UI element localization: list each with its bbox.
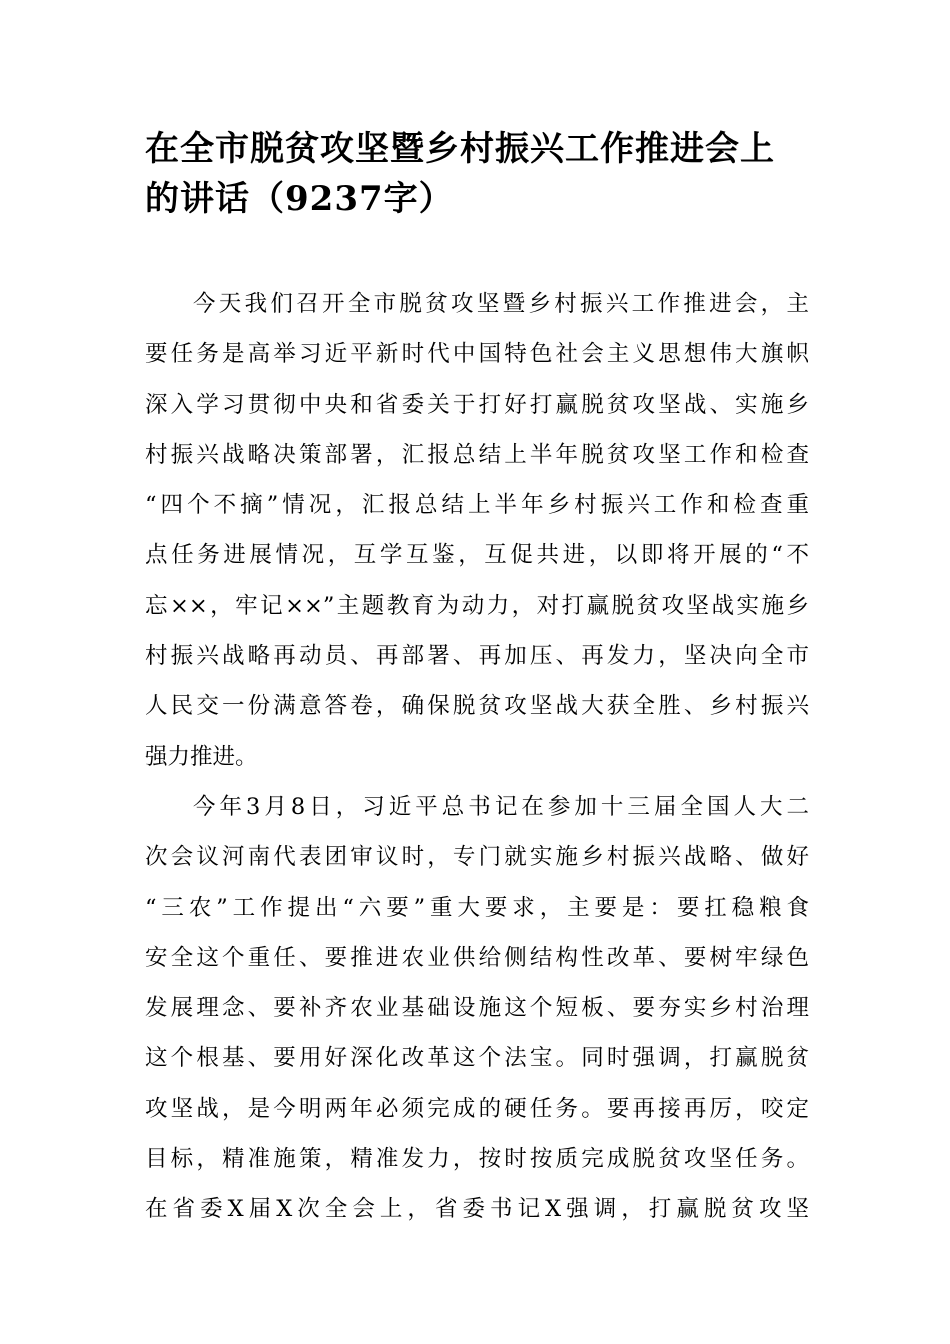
text-line: 村振兴战略决策部署，汇报总结上半年脱贫攻坚工作和检查 xyxy=(145,441,809,468)
text-line: 强力推进。 xyxy=(145,743,258,770)
text-line: 次会议河南代表团审议时，专门就实施乡村振兴战略、做好 xyxy=(145,844,809,871)
text-line: 目标，精准施策，精准发力，按时按质完成脱贫攻坚任务。 xyxy=(145,1146,809,1173)
text-line: 今天我们召开全市脱贫攻坚暨乡村振兴工作推进会，主 xyxy=(193,291,809,317)
text-line: “四个不摘”情况，汇报总结上半年乡村振兴工作和检查重 xyxy=(145,492,809,519)
text-line: 人民交一份满意答卷，确保脱贫攻坚战大获全胜、乡村振兴 xyxy=(145,693,809,720)
text-line: 深入学习贯彻中央和省委关于打好打赢脱贫攻坚战、实施乡 xyxy=(145,391,809,418)
paragraph-2 xyxy=(145,782,809,1235)
text-line: 安全这个重任、要推进农业供给侧结构性改革、要树牢绿色 xyxy=(145,944,809,971)
text-line: 要任务是高举习近平新时代中国特色社会主义思想伟大旗帜 xyxy=(145,341,809,368)
title-line: 的讲话（9237字） xyxy=(145,179,454,219)
text-line: 攻坚战，是今明两年必须完成的硬任务。要再接再厉，咬定 xyxy=(145,1095,809,1122)
text-line: 发展理念、要补齐农业基础设施这个短板、要夯实乡村治理 xyxy=(145,995,809,1022)
paragraph-1 xyxy=(145,279,809,782)
title-line: 在全市脱贫攻坚暨乡村振兴工作推进会上 xyxy=(145,129,775,169)
document-title xyxy=(145,124,815,224)
text-line: 今年3月8日，习近平总书记在参加十三届全国人大二 xyxy=(193,793,809,820)
text-line: “三农”工作提出“六要”重大要求，主要是：要扛稳粮食 xyxy=(145,894,809,921)
text-line: 村振兴战略再动员、再部署、再加压、再发力，坚决向全市 xyxy=(145,643,809,670)
text-line: 点任务进展情况，互学互鉴，互促共进，以即将开展的“不 xyxy=(145,542,809,569)
text-line: 这个根基、要用好深化改革这个法宝。同时强调，打赢脱贫 xyxy=(145,1045,809,1072)
document-body xyxy=(145,279,809,1235)
text-line: 在省委X届X次全会上，省委书记X强调，打赢脱贫攻坚 xyxy=(145,1196,809,1223)
text-line: 忘××，牢记××”主题教育为动力，对打赢脱贫攻坚战实施乡 xyxy=(145,592,809,619)
